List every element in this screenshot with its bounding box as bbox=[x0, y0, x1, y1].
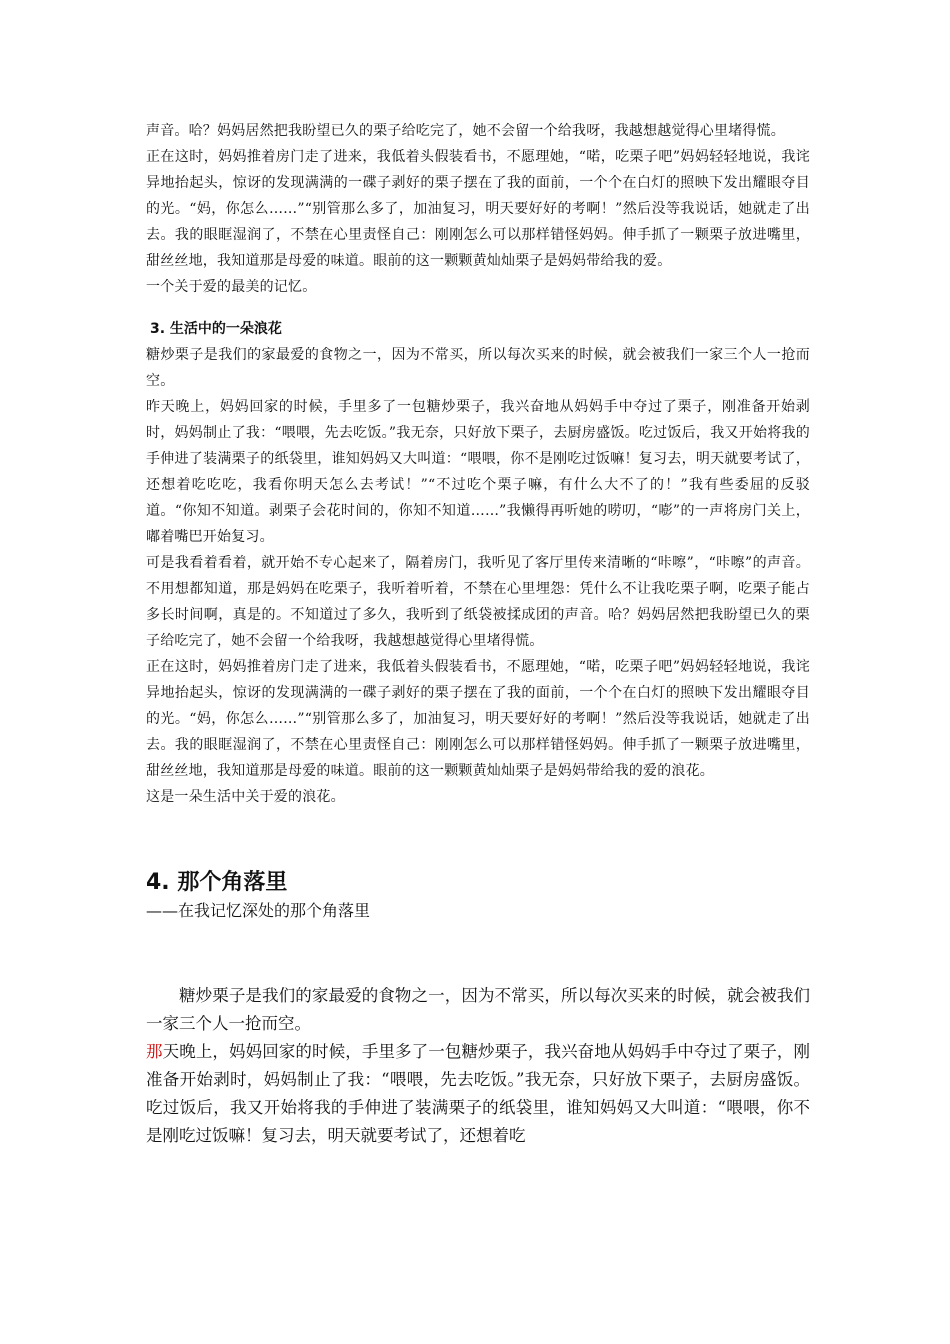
paragraph: 可是我看着看着，就开始不专心起来了，隔着房门，我听见了客厅里传来清晰的“咔嚓”，“咔嚓”的声音。不用想都知道，那是妈妈在吃栗子，我听着听着，不禁在心里埋怨：凭什么不让我吃栗子啊，吃栗子能占多长时间啊，真是的。不知道过了多久，我听到了纸袋被揉成团的声音。哈？妈妈居然把我盼望已久的栗子给吃完了，她不会留一个给我呀，我越想越觉得心里堵得慌。 bbox=[146, 555, 810, 649]
paragraph: 昨天晚上，妈妈回家的时候，手里多了一包糖炒栗子，我兴奋地从妈妈手中夺过了栗子，刚准备开始剥时，妈妈制止了我：“喂喂，先去吃饭。”我无奈，只好放下栗子，去厨房盛饭。吃过饭后，我又开始将我的手伸进了装满栗子的纸袋里，谁知妈妈又大叫道：“喂喂，你不是刚吃过饭嘛！复习去，明天就要考试了，还想着吃吃吃，我看你明天怎么去考试！”“不过吃个栗子嘛，有什么大不了的！”我有些委屈的反驳道。“你知不知道。剥栗子会花时间的，你知不知道……”我懒得再听她的唠叨，“嘭”的一声将房门关上，嘟着嘴巴开始复习。 bbox=[146, 399, 810, 545]
section-heading: 4. 那个角落里 bbox=[146, 870, 288, 895]
paragraph: 糖炒栗子是我们的家最爱的食物之一，因为不常买，所以每次买来的时候，就会被我们一家三个人一抢而空。 bbox=[146, 986, 810, 1033]
section-heading: 3. 生活中的一朵浪花 bbox=[150, 321, 282, 337]
paragraph: 糖炒栗子是我们的家最爱的食物之一，因为不常买，所以每次买来的时候，就会被我们一家三个人一抢而空。 bbox=[146, 347, 810, 389]
paragraph: 这是一朵生活中关于爱的浪花。 bbox=[146, 789, 345, 805]
document-page bbox=[146, 118, 810, 1150]
paragraph: 正在这时，妈妈推着房门走了进来，我低着头假装看书，不愿理她，“喏，吃栗子吧”妈妈轻轻地说，我诧异地抬起头，惊讶的发现满满的一碟子剥好的栗子摆在了我的面前，一个个在白灯的照映下发出耀眼夺目的光。“妈，你怎么……”“别管那么多了，加油复习，明天要好好的考啊！”然后没等我说话，她就走了出去。我的眼眶湿润了，不禁在心里责怪自己：刚刚怎么可以那样错怪妈妈。伸手抓了一颗栗子放进嘴里，甜丝丝地，我知道那是母爱的味道。眼前的这一颗颗黄灿灿栗子是妈妈带给我的爱。 bbox=[146, 149, 810, 269]
paragraph: 声音。哈？妈妈居然把我盼望已久的栗子给吃完了，她不会留一个给我呀，我越想越觉得心里堵得慌。 bbox=[146, 123, 785, 139]
section-3 bbox=[146, 316, 810, 810]
paragraph bbox=[146, 1038, 810, 1150]
section-top bbox=[146, 118, 810, 300]
section-4 bbox=[146, 868, 810, 1150]
paragraph: 正在这时，妈妈推着房门走了进来，我低着头假装看书，不愿理她，“喏，吃栗子吧”妈妈轻轻地说，我诧异地抬起头，惊讶的发现满满的一碟子剥好的栗子摆在了我的面前，一个个在白灯的照映下发出耀眼夺目的光。“妈，你怎么……”“别管那么多了，加油复习，明天要好好的考啊！”然后没等我说话，她就走了出去。我的眼眶湿润了，不禁在心里责怪自己：刚刚怎么可以那样错怪妈妈。伸手抓了一颗栗子放进嘴里，甜丝丝地，我知道那是母爱的味道。眼前的这一颗颗黄灿灿栗子是妈妈带给我的爱的浪花。 bbox=[146, 659, 810, 779]
paragraph-text: 天晚上，妈妈回家的时候，手里多了一包糖炒栗子，我兴奋地从妈妈手中夺过了栗子，刚准备开始剥时，妈妈制止了我：“喂喂，先去吃饭。”我无奈，只好放下栗子，去厨房盛饭。吃过饭后，我又开始将我的手伸进了装满栗子的纸袋里，谁知妈妈又大叫道：“喂喂，你不是刚吃过饭嘛！复习去，明天就要考试了，还想着吃 bbox=[146, 1042, 811, 1145]
highlighted-first-char: 那 bbox=[146, 1042, 163, 1061]
section-subtitle: ——在我记忆深处的那个角落里 bbox=[146, 901, 371, 920]
paragraph: 一个关于爱的最美的记忆。 bbox=[146, 279, 317, 295]
